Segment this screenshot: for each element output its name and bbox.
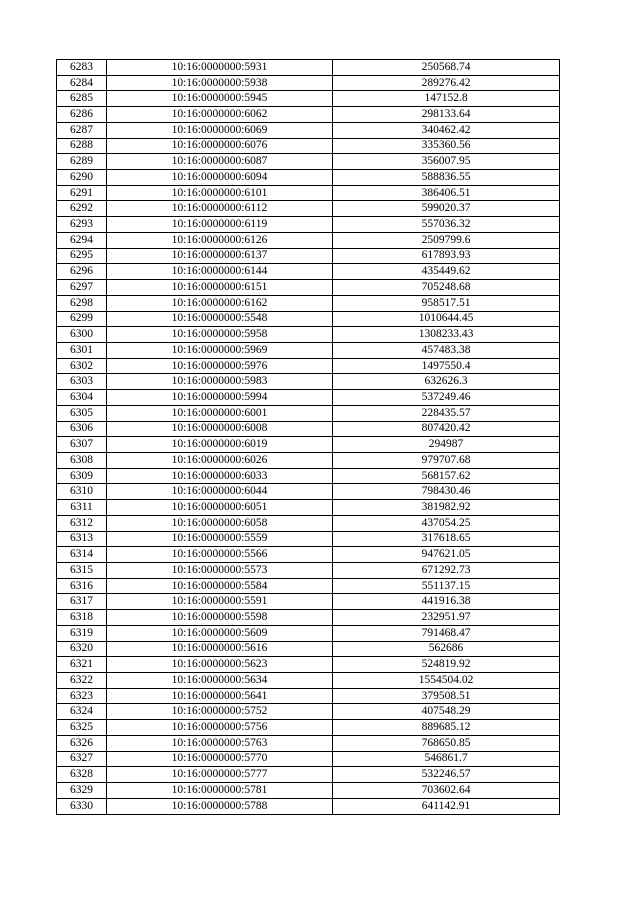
row-number-cell: 6311 [57, 500, 107, 516]
table-row [57, 594, 560, 610]
row-number-cell: 6287 [57, 122, 107, 138]
table-row [57, 547, 560, 563]
value-cell: 588836.55 [333, 170, 560, 186]
value-cell: 524819.92 [333, 657, 560, 673]
cadastral-number-cell: 10:16:0000000:6087 [107, 154, 333, 170]
table-row [57, 625, 560, 641]
row-number-cell: 6320 [57, 641, 107, 657]
row-number-cell: 6318 [57, 610, 107, 626]
cadastral-number-cell: 10:16:0000000:6026 [107, 452, 333, 468]
row-number-cell: 6290 [57, 170, 107, 186]
row-number-cell: 6289 [57, 154, 107, 170]
table-row [57, 515, 560, 531]
row-number-cell: 6302 [57, 358, 107, 374]
row-number-cell: 6330 [57, 798, 107, 814]
value-cell: 1308233.43 [333, 327, 560, 343]
cadastral-number-cell: 10:16:0000000:5938 [107, 75, 333, 91]
value-cell: 947621.05 [333, 547, 560, 563]
value-cell: 568157.62 [333, 468, 560, 484]
value-cell: 407548.29 [333, 704, 560, 720]
cadastral-number-cell: 10:16:0000000:6101 [107, 185, 333, 201]
value-cell: 807420.42 [333, 421, 560, 437]
cadastral-number-cell: 10:16:0000000:5770 [107, 751, 333, 767]
row-number-cell: 6294 [57, 232, 107, 248]
row-number-cell: 6303 [57, 374, 107, 390]
value-cell: 551137.15 [333, 578, 560, 594]
value-cell: 441916.38 [333, 594, 560, 610]
row-number-cell: 6322 [57, 673, 107, 689]
table-row [57, 342, 560, 358]
cadastral-number-cell: 10:16:0000000:6094 [107, 170, 333, 186]
value-cell: 356007.95 [333, 154, 560, 170]
row-number-cell: 6327 [57, 751, 107, 767]
table-row [57, 122, 560, 138]
value-cell: 335360.56 [333, 138, 560, 154]
row-number-cell: 6323 [57, 688, 107, 704]
table-row [57, 468, 560, 484]
value-cell: 632626.3 [333, 374, 560, 390]
value-cell: 294987 [333, 437, 560, 453]
value-cell: 437054.25 [333, 515, 560, 531]
table-row [57, 452, 560, 468]
table-row [57, 751, 560, 767]
value-cell: 289276.42 [333, 75, 560, 91]
row-number-cell: 6295 [57, 248, 107, 264]
cadastral-number-cell: 10:16:0000000:6076 [107, 138, 333, 154]
cadastral-number-cell: 10:16:0000000:6162 [107, 295, 333, 311]
cadastral-number-cell: 10:16:0000000:6112 [107, 201, 333, 217]
cadastral-number-cell: 10:16:0000000:5623 [107, 657, 333, 673]
cadastral-number-cell: 10:16:0000000:5788 [107, 798, 333, 814]
table-row [57, 201, 560, 217]
row-number-cell: 6305 [57, 405, 107, 421]
value-cell: 232951.97 [333, 610, 560, 626]
row-number-cell: 6288 [57, 138, 107, 154]
value-cell: 147152.8 [333, 91, 560, 107]
cadastral-number-cell: 10:16:0000000:6126 [107, 232, 333, 248]
value-cell: 599020.37 [333, 201, 560, 217]
cadastral-number-cell: 10:16:0000000:5559 [107, 531, 333, 547]
cadastral-number-cell: 10:16:0000000:5976 [107, 358, 333, 374]
value-cell: 641142.91 [333, 798, 560, 814]
table-row [57, 688, 560, 704]
value-cell: 546861.7 [333, 751, 560, 767]
cadastral-number-cell: 10:16:0000000:5609 [107, 625, 333, 641]
value-cell: 1554504.02 [333, 673, 560, 689]
table-row [57, 500, 560, 516]
table-row [57, 311, 560, 327]
table-row [57, 405, 560, 421]
row-number-cell: 6315 [57, 563, 107, 579]
row-number-cell: 6298 [57, 295, 107, 311]
table-row [57, 232, 560, 248]
cadastral-number-cell: 10:16:0000000:5781 [107, 783, 333, 799]
table-row [57, 704, 560, 720]
table-row [57, 138, 560, 154]
cadastral-number-cell: 10:16:0000000:5634 [107, 673, 333, 689]
table-body [57, 60, 560, 815]
table-row [57, 657, 560, 673]
cadastral-number-cell: 10:16:0000000:6062 [107, 107, 333, 123]
table-row [57, 610, 560, 626]
cadastral-number-cell: 10:16:0000000:5548 [107, 311, 333, 327]
value-cell: 537249.46 [333, 390, 560, 406]
table-row [57, 358, 560, 374]
value-cell: 1497550.4 [333, 358, 560, 374]
table-row [57, 798, 560, 814]
cadastral-number-cell: 10:16:0000000:5752 [107, 704, 333, 720]
row-number-cell: 6283 [57, 60, 107, 76]
cadastral-number-cell: 10:16:0000000:5598 [107, 610, 333, 626]
row-number-cell: 6296 [57, 264, 107, 280]
row-number-cell: 6312 [57, 515, 107, 531]
row-number-cell: 6324 [57, 704, 107, 720]
row-number-cell: 6316 [57, 578, 107, 594]
row-number-cell: 6291 [57, 185, 107, 201]
cadastral-number-cell: 10:16:0000000:5573 [107, 563, 333, 579]
row-number-cell: 6317 [57, 594, 107, 610]
value-cell: 617893.93 [333, 248, 560, 264]
cadastral-number-cell: 10:16:0000000:6001 [107, 405, 333, 421]
table-row [57, 563, 560, 579]
cadastral-number-cell: 10:16:0000000:5756 [107, 720, 333, 736]
row-number-cell: 6299 [57, 311, 107, 327]
cadastral-number-cell: 10:16:0000000:5591 [107, 594, 333, 610]
row-number-cell: 6326 [57, 735, 107, 751]
value-cell: 457483.38 [333, 342, 560, 358]
cadastral-number-cell: 10:16:0000000:5566 [107, 547, 333, 563]
row-number-cell: 6286 [57, 107, 107, 123]
value-cell: 562686 [333, 641, 560, 657]
row-number-cell: 6328 [57, 767, 107, 783]
table-row [57, 248, 560, 264]
value-cell: 705248.68 [333, 280, 560, 296]
row-number-cell: 6304 [57, 390, 107, 406]
table-row [57, 295, 560, 311]
cadastral-number-cell: 10:16:0000000:5641 [107, 688, 333, 704]
cadastral-number-cell: 10:16:0000000:5777 [107, 767, 333, 783]
table-row [57, 154, 560, 170]
row-number-cell: 6308 [57, 452, 107, 468]
value-cell: 979707.68 [333, 452, 560, 468]
cadastral-number-cell: 10:16:0000000:6033 [107, 468, 333, 484]
table-row [57, 217, 560, 233]
row-number-cell: 6297 [57, 280, 107, 296]
value-cell: 228435.57 [333, 405, 560, 421]
cadastral-number-cell: 10:16:0000000:6019 [107, 437, 333, 453]
row-number-cell: 6319 [57, 625, 107, 641]
row-number-cell: 6321 [57, 657, 107, 673]
value-cell: 532246.57 [333, 767, 560, 783]
value-cell: 386406.51 [333, 185, 560, 201]
cadastral-number-cell: 10:16:0000000:6044 [107, 484, 333, 500]
value-cell: 557036.32 [333, 217, 560, 233]
value-cell: 958517.51 [333, 295, 560, 311]
value-cell: 1010644.45 [333, 311, 560, 327]
cadastral-number-cell: 10:16:0000000:6058 [107, 515, 333, 531]
value-cell: 889685.12 [333, 720, 560, 736]
value-cell: 671292.73 [333, 563, 560, 579]
cadastral-number-cell: 10:16:0000000:6069 [107, 122, 333, 138]
table-row [57, 484, 560, 500]
value-cell: 379508.51 [333, 688, 560, 704]
table-row [57, 327, 560, 343]
table-row [57, 390, 560, 406]
table-row [57, 170, 560, 186]
value-cell: 317618.65 [333, 531, 560, 547]
table-row [57, 374, 560, 390]
cadastral-number-cell: 10:16:0000000:5958 [107, 327, 333, 343]
cadastral-number-cell: 10:16:0000000:5969 [107, 342, 333, 358]
cadastral-number-cell: 10:16:0000000:5994 [107, 390, 333, 406]
table-row [57, 75, 560, 91]
row-number-cell: 6301 [57, 342, 107, 358]
table-row [57, 531, 560, 547]
table-row [57, 578, 560, 594]
row-number-cell: 6310 [57, 484, 107, 500]
row-number-cell: 6325 [57, 720, 107, 736]
row-number-cell: 6307 [57, 437, 107, 453]
cadastral-number-cell: 10:16:0000000:6137 [107, 248, 333, 264]
cadastral-number-cell: 10:16:0000000:6051 [107, 500, 333, 516]
row-number-cell: 6292 [57, 201, 107, 217]
table-row [57, 641, 560, 657]
value-cell: 798430.46 [333, 484, 560, 500]
table-row [57, 280, 560, 296]
row-number-cell: 6314 [57, 547, 107, 563]
table-row [57, 91, 560, 107]
row-number-cell: 6284 [57, 75, 107, 91]
table-row [57, 264, 560, 280]
value-cell: 250568.74 [333, 60, 560, 76]
cadastral-number-cell: 10:16:0000000:6008 [107, 421, 333, 437]
cadastral-number-cell: 10:16:0000000:5983 [107, 374, 333, 390]
cadastral-number-cell: 10:16:0000000:6151 [107, 280, 333, 296]
row-number-cell: 6285 [57, 91, 107, 107]
value-cell: 435449.62 [333, 264, 560, 280]
value-cell: 2509799.6 [333, 232, 560, 248]
cadastral-number-cell: 10:16:0000000:5584 [107, 578, 333, 594]
cadastral-number-cell: 10:16:0000000:5616 [107, 641, 333, 657]
row-number-cell: 6293 [57, 217, 107, 233]
cadastral-number-cell: 10:16:0000000:5931 [107, 60, 333, 76]
cadastral-number-cell: 10:16:0000000:6144 [107, 264, 333, 280]
value-cell: 381982.92 [333, 500, 560, 516]
row-number-cell: 6309 [57, 468, 107, 484]
cadastral-number-cell: 10:16:0000000:5763 [107, 735, 333, 751]
value-cell: 298133.64 [333, 107, 560, 123]
table-row [57, 720, 560, 736]
table-row [57, 107, 560, 123]
cadastral-number-cell: 10:16:0000000:6119 [107, 217, 333, 233]
row-number-cell: 6300 [57, 327, 107, 343]
table-row [57, 421, 560, 437]
table-row [57, 185, 560, 201]
cadastral-number-cell: 10:16:0000000:5945 [107, 91, 333, 107]
value-cell: 340462.42 [333, 122, 560, 138]
row-number-cell: 6329 [57, 783, 107, 799]
table-row [57, 673, 560, 689]
table-row [57, 767, 560, 783]
table-row [57, 783, 560, 799]
value-cell: 703602.64 [333, 783, 560, 799]
table-row [57, 437, 560, 453]
value-cell: 768650.85 [333, 735, 560, 751]
row-number-cell: 6313 [57, 531, 107, 547]
row-number-cell: 6306 [57, 421, 107, 437]
value-cell: 791468.47 [333, 625, 560, 641]
table-row [57, 60, 560, 76]
data-table [56, 59, 560, 815]
table-row [57, 735, 560, 751]
